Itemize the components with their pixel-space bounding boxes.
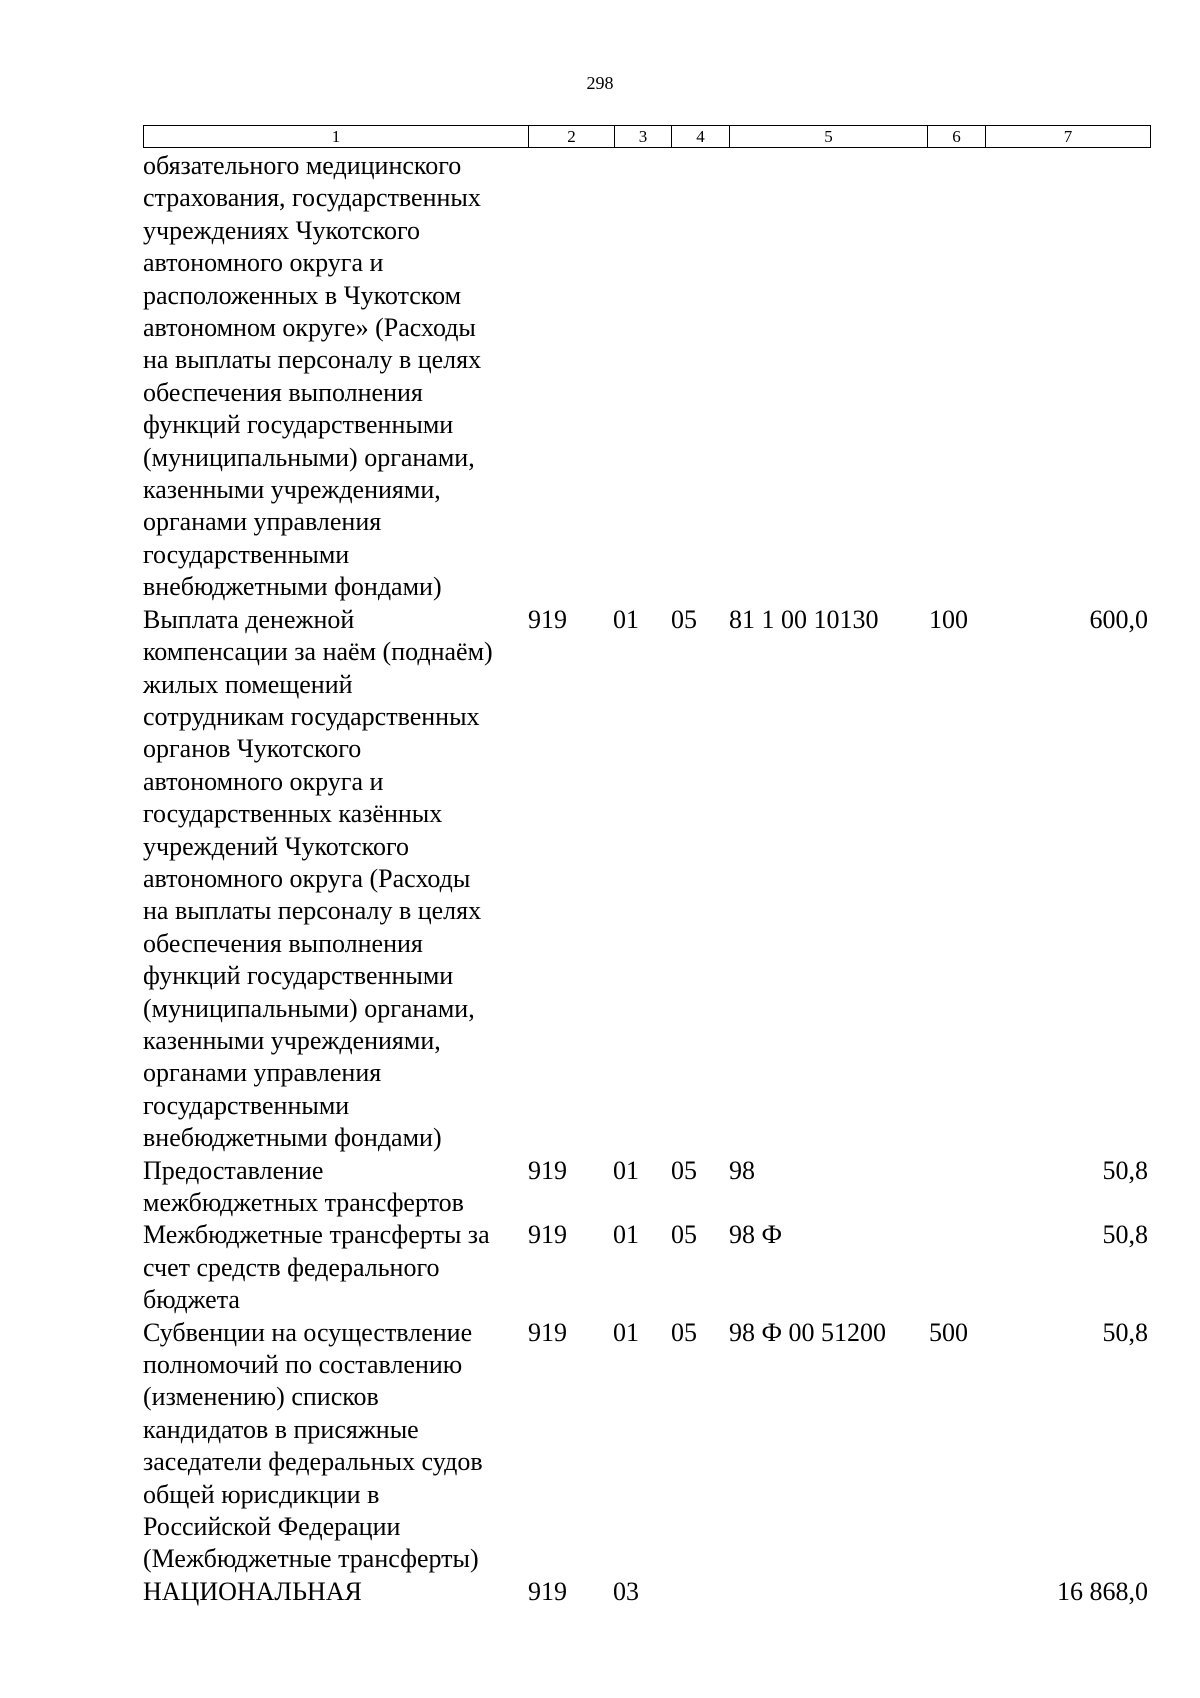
expense-type-code: 100 <box>929 604 968 634</box>
description-line: учреждениях Чукотского <box>143 215 421 245</box>
section-code: 01 <box>613 1317 639 1347</box>
grbs-code: 919 <box>528 1155 567 1185</box>
description-line: автономном округе» (Расходы <box>143 313 476 343</box>
description-line: сотрудникам государственных <box>143 701 480 731</box>
description-line: (Межбюджетные трансферты) <box>143 1544 479 1574</box>
grbs-code: 919 <box>528 1576 567 1606</box>
subsection-code: 05 <box>671 1155 697 1185</box>
amount: 50,8 <box>1102 1155 1148 1185</box>
description-line: счет средств федерального <box>143 1252 440 1282</box>
description-line: (муниципальными) органами, <box>143 442 475 472</box>
grbs-code: 919 <box>528 1317 567 1347</box>
page-number: 298 <box>586 73 614 93</box>
description-line: общей юрисдикции в <box>143 1479 380 1509</box>
description-line: внебюджетными фондами) <box>143 572 442 602</box>
description-line: функций государственными <box>143 410 454 440</box>
description-line: Выплата денежной <box>143 604 355 634</box>
section-code: 01 <box>613 1155 639 1185</box>
description-line: межбюджетных трансфертов <box>143 1188 464 1217</box>
amount: 16 868,0 <box>1057 1576 1148 1606</box>
target-article-code: 98 Ф 00 51200 <box>729 1317 887 1347</box>
table-row <box>143 1317 1148 1576</box>
description-line: страхования, государственных <box>143 183 481 213</box>
table-row <box>143 1576 1148 1608</box>
description-line: Межбюджетные трансферты за <box>143 1220 490 1250</box>
description-line: на выплаты персоналу в целях <box>143 345 482 375</box>
description-line: государственными <box>143 539 350 569</box>
description-line: органов Чукотского <box>143 734 362 764</box>
column-header-7: 7 <box>986 126 1151 148</box>
description-line: расположенных в Чукотском <box>143 280 462 310</box>
amount: 600,0 <box>1089 604 1148 634</box>
expense-type-code: 500 <box>929 1317 968 1347</box>
description-line: обеспечения выполнения <box>143 928 423 958</box>
description-line: автономного округа и <box>143 248 384 278</box>
description-line: полномочий по составлению <box>143 1350 463 1380</box>
description-line: органами управления <box>143 1058 382 1088</box>
description-line: государственными <box>143 1090 350 1120</box>
column-header-5: 5 <box>730 126 928 148</box>
column-header-6: 6 <box>928 126 986 148</box>
row-description <box>143 1576 523 1608</box>
target-article-code: 98 <box>729 1155 755 1185</box>
row-description <box>143 150 523 604</box>
description-line: учреждений Чукотского <box>143 831 410 861</box>
description-line: бюджета <box>143 1285 240 1315</box>
description-line: государственных казённых <box>143 799 443 829</box>
subsection-code: 05 <box>671 604 697 634</box>
description-line: автономного округа (Расходы <box>143 863 471 893</box>
description-line: казенными учреждениями, <box>143 475 441 505</box>
table-row <box>143 1155 1148 1220</box>
description-line: (изменению) списков <box>143 1382 379 1412</box>
column-header-1: 1 <box>144 126 529 148</box>
column-header-4: 4 <box>672 126 730 148</box>
description-line: внебюджетными фондами) <box>143 1123 442 1153</box>
grbs-code: 919 <box>528 604 567 634</box>
description-line: обеспечения выполнения <box>143 377 423 407</box>
section-code: 03 <box>613 1576 639 1606</box>
description-line: органами управления <box>143 507 382 537</box>
column-header-3: 3 <box>615 126 672 148</box>
description-line: казенными учреждениями, <box>143 1025 441 1055</box>
description-line: обязательного медицинского <box>143 151 462 180</box>
table-row <box>143 150 1148 604</box>
description-line: компенсации за наём (поднаём) <box>143 637 493 667</box>
description-line: НАЦИОНАЛЬНАЯ <box>143 1576 362 1606</box>
description-line: жилых помещений <box>143 669 353 699</box>
grbs-code: 919 <box>528 1220 567 1250</box>
amount: 50,8 <box>1102 1220 1148 1250</box>
description-line: (муниципальными) органами, <box>143 993 475 1023</box>
row-description <box>143 1155 523 1220</box>
description-line: функций государственными <box>143 961 454 991</box>
description-line: автономного округа и <box>143 766 384 796</box>
row-description <box>143 1219 523 1316</box>
column-header-2: 2 <box>529 126 615 148</box>
subsection-code: 05 <box>671 1220 697 1250</box>
section-code: 01 <box>613 1220 639 1250</box>
table-row <box>143 604 1148 1155</box>
target-article-code: 81 1 00 10130 <box>729 604 879 634</box>
row-description <box>143 1317 523 1576</box>
description-line: на выплаты персоналу в целях <box>143 896 482 926</box>
column-header-row <box>144 126 1151 148</box>
target-article-code: 98 Ф <box>729 1220 783 1250</box>
description-line: заседатели федеральных судов <box>143 1447 483 1477</box>
description-line: кандидатов в присяжные <box>143 1414 419 1444</box>
column-header-table <box>143 125 1151 148</box>
budget-table-body <box>143 150 1148 1608</box>
description-line: Российской Федерации <box>143 1512 401 1542</box>
table-row <box>143 1219 1148 1316</box>
row-description <box>143 604 523 1155</box>
description-line: Субвенции на осуществление <box>143 1317 473 1347</box>
amount: 50,8 <box>1102 1317 1148 1347</box>
subsection-code: 05 <box>671 1317 697 1347</box>
description-line: Предоставление <box>143 1155 324 1185</box>
section-code: 01 <box>613 604 639 634</box>
